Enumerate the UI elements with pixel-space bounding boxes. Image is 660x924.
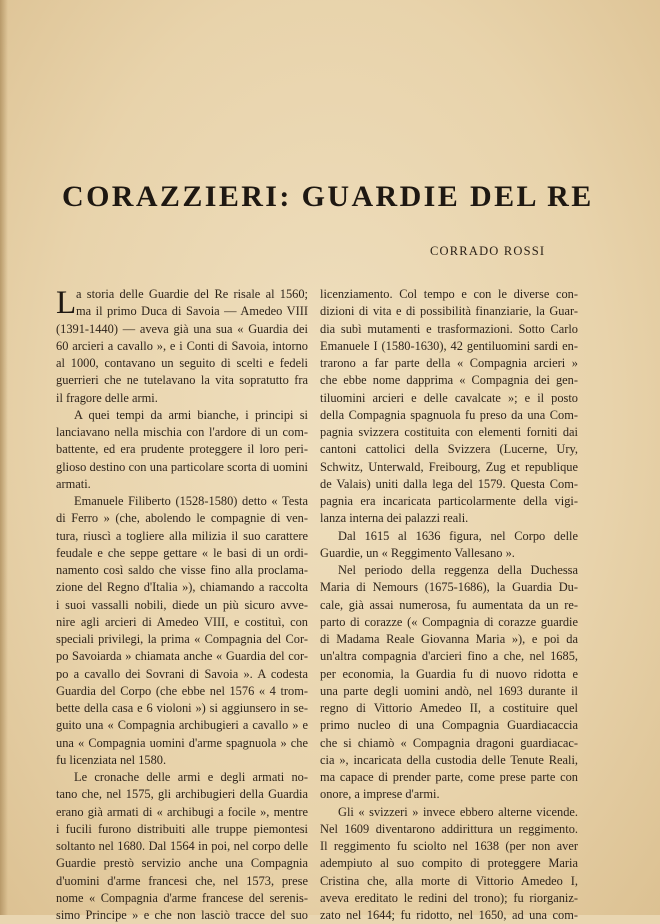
text-line: un'altra compagnia d'arcieri fino a che, nel 1685, [320, 649, 578, 664]
text-line: Nel periodo della reggenza della Duchessa [338, 563, 578, 577]
text-column-left [56, 286, 308, 924]
text-line: al 1000, contavano un seguito di scelti e fedeli [56, 356, 308, 370]
text-line: guerrieri che ne tutelavano la vita sopratutto fra [56, 373, 308, 388]
text-line: Schwitz, Unterwald, Freibourg, Zug et republique [320, 459, 578, 474]
text-line: ma capace di prender parte, come prese parte con [320, 770, 578, 784]
text-line: nire agli arcieri di Amedeo VIII, e costituì, con [56, 614, 308, 629]
text-line: onore, a imprese d'armi. [320, 787, 440, 802]
text-line: tura, riuscì a togliere alla milizia il suo carattere [56, 528, 308, 543]
text-line: Guardie prestò servizio anche una Compagnia [56, 856, 308, 871]
text-line: Guardia del Corpo (che ebbe nel 1576 « 4 trom- [56, 683, 308, 698]
text-line: cia », incaricata della custodia delle Tenute Reali, [320, 752, 578, 767]
text-line: una parte degli uomini andò, nel 1693 durante il [320, 683, 578, 698]
text-line: simo Principe » e che non lasciò tracce del suo [56, 908, 308, 922]
text-line: che ebbe nome dapprima « Compagnia dei gen- [320, 373, 578, 388]
text-line: primo nucleo di una Compagnia Guardiacaccia [320, 718, 578, 733]
text-line: di Ferro » (che, abolendo le compagnie di ven- [56, 511, 308, 526]
text-line: della Compagnia spagnuola fu preso da una Com- [320, 407, 578, 422]
text-line: zione del Regno d'Italia »), chiamando a raccolta [56, 580, 308, 595]
text-line: soltanto nel 1680. Dal 1564 in poi, nel corpo delle [56, 839, 308, 853]
text-line: battente, ed era prudente proteggere il loro peri- [56, 442, 308, 457]
text-line: Emanuele I (1580-1630), 42 gentiluomini sardi en- [320, 338, 578, 353]
text-line: namento così saldo che visse fino alla proclama- [56, 563, 308, 577]
text-line: nome « Compagnia d'arme francese del serenis- [56, 890, 308, 905]
text-line: Cristina che, alla morte di Vittorio Amedeo I, [320, 873, 578, 888]
text-line: feudale e che seppe gettare « le basi di un ordi- [56, 545, 308, 560]
text-line: tano che, nel 1575, gli archibugieri della Guardia [56, 787, 308, 802]
drop-cap: L [56, 285, 77, 321]
text-line: i suoi vassalli nobili, diede un più sicuro avve- [56, 597, 308, 612]
text-line: Maria di Nemours (1675-1686), la Guardia Du- [320, 580, 578, 595]
text-line: aveva ereditato le redini del trono); fu riorganiz- [320, 890, 578, 905]
article-author: CORRADO ROSSI [430, 244, 546, 258]
text-line: (1391-1440) — aveva già una sua « Guardia dei [56, 321, 308, 336]
text-line: A quei tempi da armi bianche, i principi si [74, 407, 308, 422]
text-line: licenziamento. Col tempo e con le diverse con- [320, 287, 578, 301]
text-column-right [320, 286, 578, 924]
text-line: lanciavano nella mischia con l'ardore di un com- [56, 425, 308, 439]
text-line: pagnia svizzera costituita con elementi forniti dai [320, 425, 578, 439]
text-line: pagnia era incaricata particolarmente della vigi- [320, 494, 578, 508]
text-line: ma il primo Duca di Savoia — Amedeo VIII [76, 304, 308, 319]
text-line: Gli « svizzeri » invece ebbero alterne vicende. [338, 804, 578, 819]
text-line: 60 arcieri a cavallo », e i Conti di Savoia, intorno [56, 338, 308, 353]
text-line: adempiuto al suo compito di proteggere Maria [320, 856, 578, 871]
text-line: armati. [56, 476, 91, 491]
text-line: glioso destino con una particolare scorta di uomini [56, 459, 308, 474]
text-line: po Savoiarda » chiamata anche « Guardia del cor- [56, 649, 308, 664]
text-line: una « Compagnia uomini d'arme spagnuola » che [56, 735, 308, 750]
text-line: d'uomini d'arme francesi che, nel 1573, prese [56, 873, 308, 888]
text-line: trarono a far parte della « Compagnia arcieri » [320, 356, 578, 370]
text-line: i fucili furono distribuiti alle truppe piemontesi [56, 821, 308, 836]
text-line: per economia, la Guardia fu di nuovo ridotta e [320, 666, 578, 681]
page-binding-shadow [0, 0, 8, 915]
text-line: il fragore delle armi. [56, 390, 158, 405]
text-line: de Valais) uniti dalla lega del 1579. Questa Com- [320, 476, 578, 491]
text-line: che si chiamò « Compagnia dragoni guardiacac- [320, 735, 578, 750]
text-line: lanza interna dei palazzi reali. [320, 511, 469, 526]
article-title: CORAZZIERI: GUARDIE DEL RE [62, 180, 594, 213]
text-line: a storia delle Guardie del Re risale al 1560; [76, 287, 308, 301]
text-line: Il reggimento fu sciolto nel 1638 (per non aver [320, 839, 578, 853]
text-line: Emanuele Filiberto (1528-1580) detto « Testa [74, 494, 308, 508]
text-line: po a cavallo dei Sovrani di Savoia ». A codesta [56, 666, 308, 681]
text-line: cale, già assai numerosa, fu aumentata da un re- [320, 597, 578, 612]
text-line: dizioni di vita e di possibilità finanziarie, la Guar- [320, 304, 578, 319]
text-line: cantoni cattolici della Svizzera (Lucerne, Ury, [320, 442, 578, 457]
text-line: tiluomini arcieri e delle cavalcate »; e il posto [320, 390, 578, 405]
text-line: parto di corazze (« Compagnia di corazze guardie [320, 614, 578, 629]
text-line: bette della casa e 6 violoni ») si aggiunsero in se- [56, 701, 308, 715]
text-line: Le cronache delle armi e degli armati no- [74, 770, 308, 784]
text-line: erano già armati di « archibugi a focile », mentre [56, 804, 308, 819]
text-line: guito una « Compagnia archibugieri a cavallo » e [56, 718, 308, 733]
text-line: dia subì mutamenti e trasformazioni. Sotto Carlo [320, 321, 578, 336]
text-line: Guardie, un « Reggimento Vallesano ». [320, 545, 515, 560]
text-line: Dal 1615 al 1636 figura, nel Corpo delle [338, 528, 578, 543]
text-line: regno di Vittorio Amedeo II, a costituire quel [320, 701, 578, 715]
text-line: zato nel 1644; fu ridotto, nel 1650, ad una com- [320, 908, 578, 922]
text-line: Nel 1609 diventarono addirittura un reggimento. [320, 821, 578, 836]
text-line: fu licenziata nel 1580. [56, 752, 167, 767]
text-line: speciali privilegi, la prima « Compagnia del Cor- [56, 632, 308, 646]
text-line: di Madama Reale Giovanna Maria »), e poi da [320, 632, 578, 646]
